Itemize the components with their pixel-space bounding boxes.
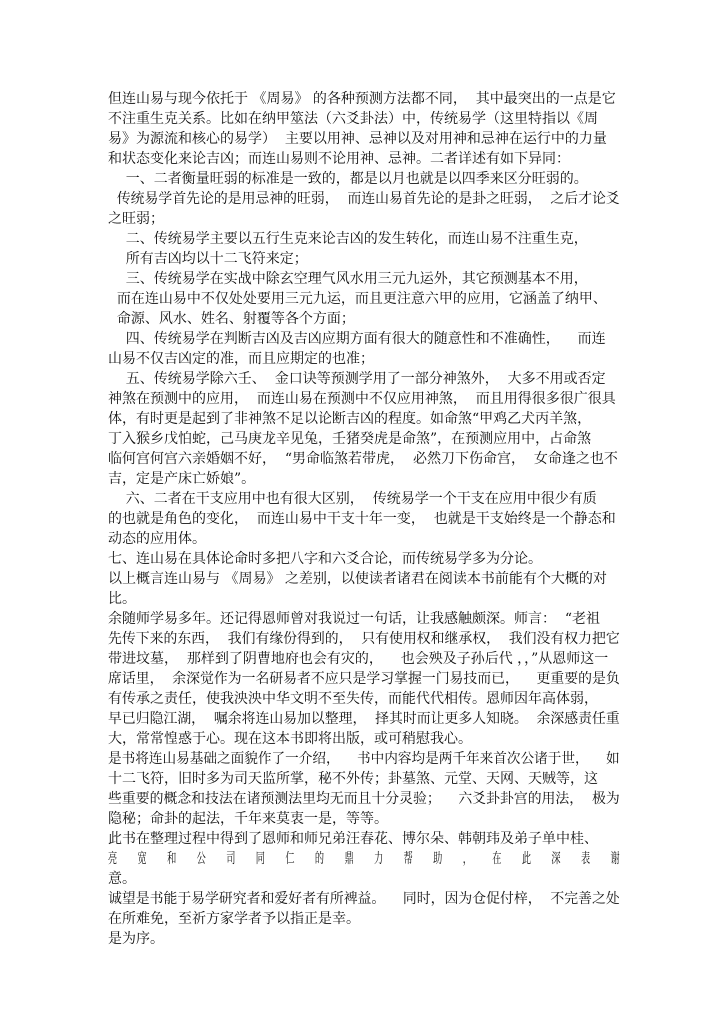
text-line-36: 些重要的概念和技法在诸预测法里均无而且十分灵验； 六爻卦卦宫的用法， 极为 (108, 791, 620, 807)
text-line-7: 之旺弱； (108, 211, 164, 227)
text-line-8: 二、传统易学主要以五行生克来论吉凶的发生转化，而连山易不注重生克， (108, 231, 588, 247)
text-line-2: 不注重生克关系。比如在纳甲筮法（六爻卦法）中，传统易学（这里特指以《周 (108, 111, 598, 127)
text-line-26: 比。 (108, 591, 136, 607)
text-line-17: 体，有时更是起到了非神煞不足以论断吉凶的程度。如命煞“甲鸡乙犬丙羊煞， (108, 411, 592, 427)
text-line-4: 和状态变化来论吉凶；而连山易则不论用神、忌神。二者详述有如下异同： (108, 151, 570, 167)
text-line-6: 传统易学首先论的是用忌神的旺弱， 而连山易首先论的是卦之旺弱， 之后才论爻 (108, 191, 620, 207)
text-line-39: 亮 宽 和 公 司 同 仁 的 鼎 力 帮 助 ， 在 此 深 表 谢 (108, 851, 620, 867)
text-line-1: 但连山易与现今依托于 《周易》 的各种预测方法都不同， 其中最突出的一点是它 (108, 91, 616, 107)
text-line-43: 是为序。 (108, 931, 164, 947)
text-line-24: 七、连山易在具体论命时多把八字和六爻合论，而传统易学多为分论。 (108, 551, 542, 567)
text-line-3: 易》为源流和核心的易学） 主要以用神、忌神以及对用神和忌神在运行中的力量 (108, 131, 607, 147)
text-line-21: 六、二者在干支应用中也有很大区别， 传统易学一个干支在应用中很少有质 (108, 491, 597, 507)
text-line-30: 席话里， 余深觉作为一名研易者不应只是学习掌握一门易技而已， 更重要的是负 (108, 671, 620, 687)
text-line-20: 吉，定是产床亡娇娘”。 (108, 471, 256, 487)
text-line-18: 丁入猴乡戊怕蛇，己马庚龙辛见兔，壬猪癸虎是命煞”，在预测应用中，占命煞 (108, 431, 592, 447)
text-line-23: 动态的应用体。 (108, 531, 206, 547)
text-line-33: 大，常常惶惑于心。现在这本书即将出版，或可稍慰我心。 (108, 731, 472, 747)
text-line-16: 神煞在预测中的应用， 而连山易在预测中不仅应用神煞， 而且用得很多很广很具 (108, 391, 616, 407)
text-line-31: 有传承之责任，使我泱泱中华文明不至失传，而能代代相传。恩师因年高体弱， (108, 691, 598, 707)
text-line-28: 先传下来的东西， 我们有缘份得到的， 只有使用权和继承权， 我们没有权力把它 (108, 631, 620, 647)
text-line-13: 四、传统易学在判断吉凶及吉凶应期方面有很大的随意性和不准确性， 而连 (108, 331, 606, 347)
text-line-9: 所有吉凶均以十二飞符来定； (108, 251, 308, 267)
text-line-32: 早已归隐江湖， 嘱余将连山易加以整理， 择其时而让更多人知晓。 余深感责任重 (108, 711, 620, 727)
text-line-22: 的也就是角色的变化， 而连山易中干支十年一变， 也就是干支始终是一个静态和 (108, 511, 616, 527)
text-line-12: 命源、风水、姓名、射覆等各个方面； (108, 311, 355, 327)
text-line-38: 此书在整理过程中得到了恩师和师兄弟汪春花、博尔朵、韩朝玮及弟子单中桂、 (108, 831, 598, 847)
text-line-41: 诚望是书能于易学研究者和爱好者有所裨益。 同时，因为仓促付梓， 不完善之处 (108, 891, 620, 907)
text-line-34: 是书将连山易基础之面貌作了一介绍， 书中内容均是两千年来首次公诸于世， 如 (108, 751, 620, 767)
text-line-27: 余随师学易多年。还记得恩师曾对我说过一句话，让我感触颇深。师言： “老祖 (108, 611, 601, 627)
text-line-37: 隐秘；命卦的起法，千年来莫衷一是，等等。 (108, 811, 388, 827)
text-line-40: 意。 (108, 871, 136, 887)
text-line-10: 三、传统易学在实战中除玄空理气风水用三元九运外，其它预测基本不用， (108, 271, 588, 287)
text-line-25: 以上概言连山易与 《周易》 之差别，以使读者诸君在阅读本书前能有个大概的对 (108, 571, 607, 587)
text-line-42: 在所难免，至祈方家学者予以指正是幸。 (108, 911, 360, 927)
text-line-5: 一、二者衡量旺弱的标准是一致的，都是以月也就是以四季来区分旺弱的。 (108, 171, 588, 187)
text-line-29: 带进坟墓， 那样到了阴曹地府也会有灾的， 也会殃及子孙后代 ，，”从恩师这一 (108, 651, 609, 667)
text-line-14: 山易不仅吉凶定的准，而且应期定的也准； (108, 351, 374, 367)
text-line-11: 而在连山易中不仅处处要用三元九运，而且更注意六甲的应用，它涵盖了纳甲、 (108, 291, 607, 307)
text-line-19: 临何宫何宫六亲婚姻不好， “男命临煞若带虎， 必然刀下伤命宫， 女命逢之也不 (108, 451, 618, 467)
text-line-15: 五、传统易学除六壬、 金口诀等预测学用了一部分神煞外， 大多不用或否定 (108, 371, 606, 387)
text-line-35: 十二飞符，旧时多为司天监所掌，秘不外传；卦墓煞、元堂、天网、天贼等，这 (108, 771, 598, 787)
